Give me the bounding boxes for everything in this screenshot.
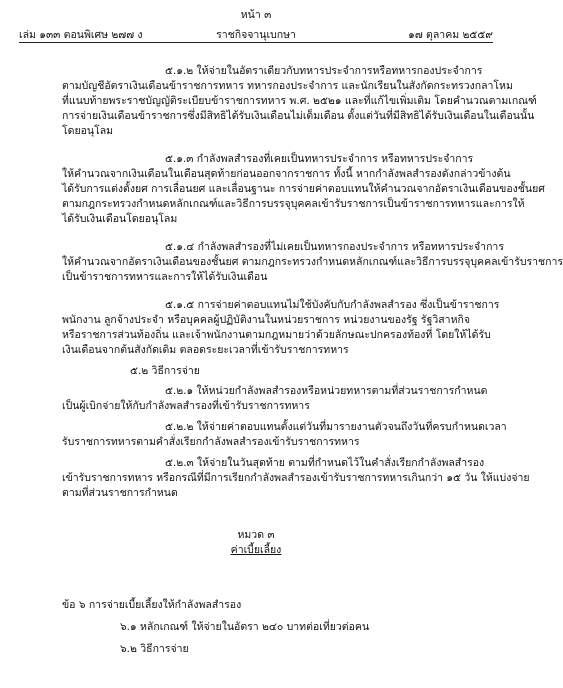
paragraph-line: ๕.๒.๑ ให้หน่วยกำลังพลสำรองหรือหน่วยทหารตามที่ส่วนราชการกำหนด: [165, 385, 488, 397]
clause-line: ข้อ ๖ การจ่ายเบี้ยเลี้ยงให้กำลังพลสำรอง: [62, 599, 242, 611]
paragraph-line: เงินเดือนจากต้นสังกัดเดิม ตลอดระยะเวลาที่เข้ารับราชการทหาร: [62, 344, 349, 356]
publication-title: ราชกิจจานุเบกษา: [216, 29, 296, 41]
paragraph-line: ๕.๑.๔ กำลังพลสำรองที่ไม่เคยเป็นทหารกองประจำการ หรือทหารประจำการ: [165, 241, 504, 253]
paragraph-line: ๕.๑.๒ ให้จ่ายในอัตราเดียวกับทหารประจำการหรือทหารกองประจำการ: [165, 65, 483, 77]
paragraph-line: พนักงาน ลูกจ้างประจำ หรือบุคคลผู้ปฏิบัติงานในหน่วยราชการ หน่วยงานของรัฐ รัฐวิสาหกิจ: [62, 314, 470, 326]
paragraph-line: โดยอนุโลม: [62, 125, 114, 137]
paragraph-line: รับราชการทหารตามคำสั่งเรียกกำลังพลสำรองเข้ารับราชการทหาร: [62, 436, 360, 448]
paragraph-line: การจ่ายเงินเดือนข้าราชการซึ่งมีสิทธิได้รับเงินเดือนไม่เต็มเดือน ตั้งแต่วันที่มีสิทธิได้รับเงินเดือนในเดือนนั้น: [62, 110, 535, 122]
chapter-title: ค่าเบี้ยเลี้ยง: [230, 544, 282, 556]
paragraph-line: ที่แนบท้ายพระราชบัญญัติระเบียบข้าราชการทหาร พ.ศ. ๒๕๒๑ และที่แก้ไขเพิ่มเติม โดยคำนวณตามเกณฑ์: [62, 95, 537, 107]
page-number: หน้า ๓: [240, 9, 272, 21]
paragraph-line: ตามที่ส่วนราชการกำหนด: [62, 487, 178, 499]
paragraph-line: ได้รับเงินเดือนโดยอนุโลม: [62, 213, 178, 225]
publication-date: ๑๗ ตุลาคม ๒๕๕๙: [408, 29, 493, 41]
chapter-label: หมวด ๓: [237, 529, 275, 541]
paragraph-line: ๕.๑.๕ การจ่ายค่าตอบแทนไม่ใช้บังคับกับกำลังพลสำรอง ซึ่งเป็นข้าราชการ: [165, 299, 500, 311]
header-divider: [19, 42, 493, 43]
paragraph-line: เป็นผู้เบิกจ่ายให้กับกำลังพลสำรองที่เข้ารับราชการทหาร: [62, 400, 310, 412]
paragraph-line: ตามกฎกระทรวงกำหนดหลักเกณฑ์และวิธีการบรรจุบุคคลเข้ารับราชการเป็นข้าราชการทหารและการให้: [62, 198, 525, 210]
paragraph-line: เป็นข้าราชการทหารและการให้ได้รับเงินเดือน: [62, 271, 268, 283]
paragraph-line: ตามบัญชีอัตราเงินเดือนข้าราชการทหาร ทหารกองประจำการ และนักเรียนในสังกัดกระทรวงกลาโหม: [62, 80, 513, 92]
clause-line: ๖.๑ หลักเกณฑ์ ให้จ่ายในอัตรา ๒๔๐ บาทต่อเที่ยวต่อคน: [120, 621, 370, 633]
subsection-heading: ๕.๒ วิธีการจ่าย: [130, 365, 200, 377]
paragraph-line: ให้คำนวณจากเงินเดือนในเดือนสุดท้ายก่อนออกจากราชการ ทั้งนี้ หากกำลังพลสำรองดังกล่าวข้างต้น: [62, 168, 511, 180]
paragraph-line: ๕.๑.๓ กำลังพลสำรองที่เคยเป็นทหารประจำการ หรือทหารประจำการ: [165, 153, 474, 165]
paragraph-line: เข้ารับราชการทหาร หรือกรณีที่มีการเรียกกำลังพลสำรองเข้ารับราชการทหารเกินกว่า ๑๕ วัน ให้แบ่งจ่าย: [62, 472, 530, 484]
volume-issue: เล่ม ๑๓๓ ตอนพิเศษ ๒๗๗ ง: [19, 29, 143, 41]
paragraph-line: ๕.๒.๒ ให้จ่ายค่าตอบแทนตั้งแต่วันที่มารายงานตัวจนถึงวันที่ครบกำหนดเวลา: [165, 421, 507, 433]
paragraph-line: หรือราชการส่วนท้องถิ่น และเจ้าพนักงานตามกฎหมายว่าด้วยลักษณะปกครองท้องที่ โดยให้ได้รับ: [62, 329, 491, 341]
paragraph-line: ให้คำนวณจากอัตราเงินเดือนของชั้นยศ ตามกฎกระทรวงกำหนดหลักเกณฑ์และวิธีการบรรจุบุคคลเข้ารับราชการ: [62, 256, 563, 268]
clause-line: ๖.๒ วิธีการจ่าย: [120, 643, 189, 655]
paragraph-line: ได้รับการแต่งตั้งยศ การเลื่อนยศ และเลื่อนฐานะ การจ่ายค่าตอบแทนให้คำนวณจากอัตราเงินเดือนของชั้นยศ: [62, 183, 545, 195]
paragraph-line: ๕.๒.๓ ให้จ่ายในวันสุดท้าย ตามที่กำหนดไว้ในคำสั่งเรียกกำลังพลสำรอง: [165, 457, 485, 469]
